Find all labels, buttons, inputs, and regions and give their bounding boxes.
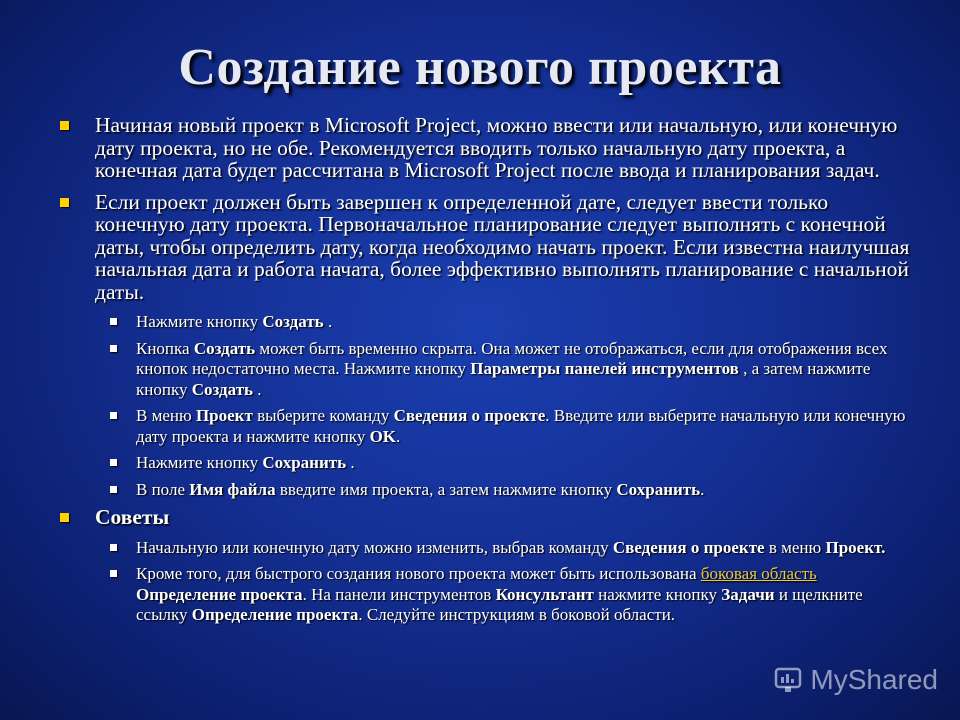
text: , а затем нажмите кнопку	[136, 359, 871, 399]
tip-2	[58, 564, 918, 626]
step-4	[58, 453, 918, 474]
text: Начальную или конечную дату можно изменить, выбрав команду	[136, 537, 613, 557]
text: .	[253, 379, 262, 399]
bold-term: Сведения о проекте	[612, 537, 765, 557]
paragraph-1-text: Начиная новый проект в Microsoft Project, можно ввести или начальную, или конечную дату проекта, но не обе. Рекомендуется вводить только начальную дату проекта, а конечная дата будет рассчитана в Microsoft Project после ввода и планирования задач.	[95, 113, 898, 182]
text: В меню	[136, 406, 196, 425]
bold-term: Консультант	[495, 584, 594, 604]
bold-term: Проект	[195, 406, 253, 425]
sub-bullet-square-icon	[110, 544, 117, 551]
step-5	[58, 480, 918, 501]
text: введите имя проекта, а затем нажмите кнопку	[275, 479, 617, 499]
bullet-paragraph-2	[58, 191, 918, 304]
sub-bullet-square-icon	[110, 486, 117, 493]
text: .	[396, 426, 401, 446]
side-pane-link[interactable]: боковая область	[700, 564, 817, 583]
sub-bullet-square-icon	[110, 345, 117, 352]
bullet-square-icon	[60, 513, 69, 522]
bold-term: Сохранить	[616, 479, 701, 499]
bold-term: Создать	[193, 338, 256, 358]
bold-term: Определение проекта	[191, 605, 359, 624]
bullet-square-icon	[60, 121, 69, 130]
slide-title: Создание нового проекта	[178, 39, 782, 96]
bullet-tips-heading	[58, 506, 918, 529]
step-1	[58, 312, 918, 333]
text: .	[346, 453, 355, 472]
text: нажмите кнопку	[593, 584, 722, 604]
bold-term: Параметры панелей инструментов	[470, 359, 739, 378]
watermark-text: MyShared	[810, 664, 938, 695]
myshared-logo-icon	[774, 665, 804, 695]
text: . Введите или выберите начальную или конечную дату проекта и нажмите кнопку	[136, 406, 906, 446]
bold-term: Проект.	[825, 537, 886, 557]
sub-bullet-square-icon	[110, 318, 117, 325]
sub-bullet-square-icon	[110, 412, 117, 419]
bold-term: OK	[369, 426, 397, 446]
sub-bullet-square-icon	[110, 459, 117, 466]
bold-term: Создать	[262, 312, 324, 331]
text: может быть временно скрыта. Она может не отображаться, если для отображения всех кнопок недостаточно места. Нажмите кнопку	[136, 338, 888, 378]
step-2	[58, 339, 918, 401]
text: .	[700, 479, 705, 499]
watermark	[774, 664, 938, 696]
bold-term: Сведения о проекте	[393, 406, 546, 425]
text: .	[323, 312, 333, 331]
text: Нажмите кнопку	[136, 453, 263, 472]
text: Кнопка	[136, 338, 194, 358]
bullet-paragraph-1	[58, 114, 918, 182]
bold-term: Определение проекта	[136, 584, 303, 604]
paragraph-2-text: Если проект должен быть завершен к определенной дате, следует ввести только конечную дату проекта. Первоначальное планирование следует выполнять с конечной даты, чтобы определить дату, когда необходимо начать проект. Если известна наилучшая начальная дата и работа начата, более эффективно выполнять планирование с начальной даты.	[95, 189, 910, 304]
text: . На панели инструментов	[302, 584, 496, 604]
bold-term: Имя файла	[189, 479, 276, 499]
text: Нажмите кнопку	[136, 312, 263, 331]
text: в меню	[764, 537, 826, 557]
sub-bullet-square-icon	[110, 570, 117, 577]
text: выберите команду	[252, 406, 394, 425]
tips-heading: Советы	[95, 505, 170, 529]
bullet-square-icon	[60, 198, 69, 207]
bold-term: Сохранить	[262, 453, 347, 472]
text: . Следуйте инструкциям в боковой области.	[358, 605, 676, 624]
bold-term: Создать	[191, 379, 254, 399]
text: В поле	[136, 479, 190, 499]
slide-content	[58, 114, 918, 632]
text: Кроме того, для быстрого создания нового проекта может быть использована	[136, 564, 701, 583]
tip-1	[58, 538, 918, 559]
text: и щелкните ссылку	[136, 584, 863, 624]
bold-term: Задачи	[721, 584, 775, 604]
step-3	[58, 406, 918, 447]
